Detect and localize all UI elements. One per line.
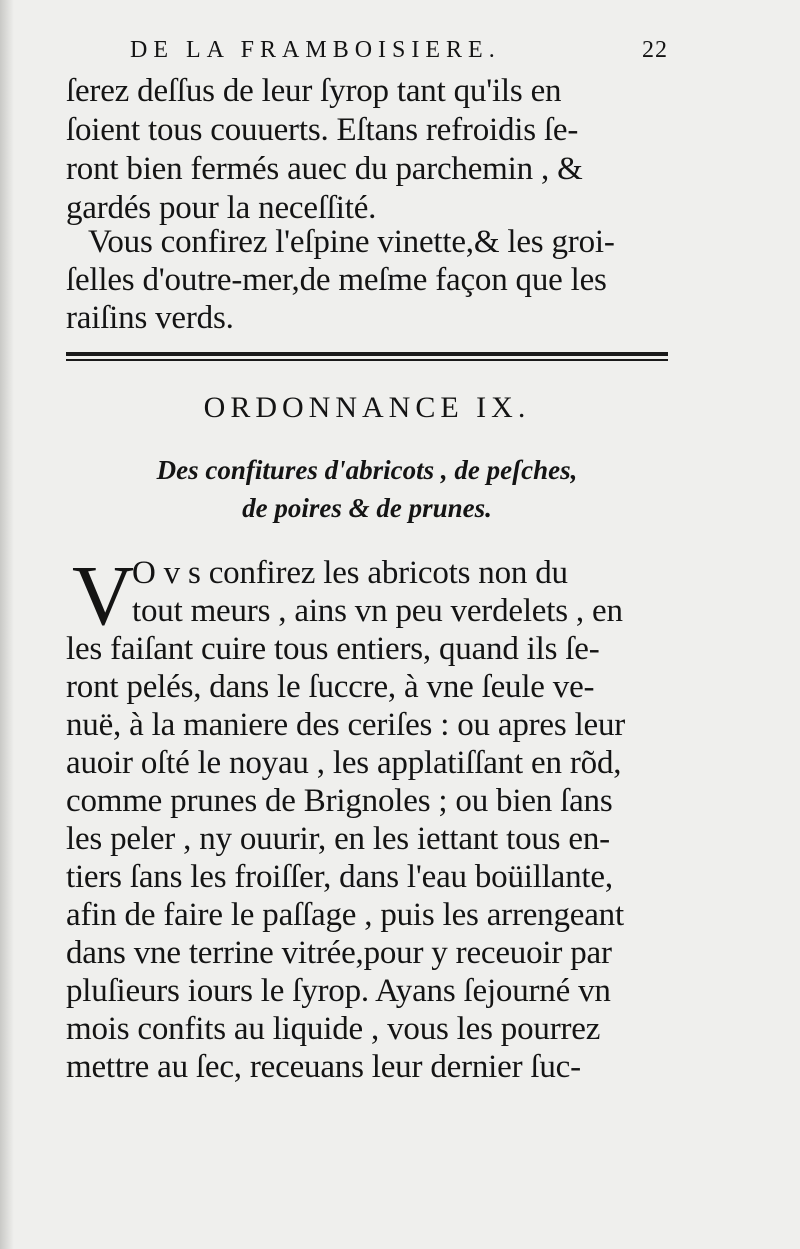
- text-line: les peler , ny ouurir, en les iettant tous en-: [66, 821, 610, 857]
- page-edge-shadow: [0, 0, 14, 1249]
- text-line: Vous confirez l'eſpine vinette,& les groi-: [88, 224, 615, 260]
- section-subtitle-line: de poires & de prunes.: [242, 493, 492, 523]
- text-line: raiſins verds.: [66, 300, 234, 336]
- running-head: [130, 32, 668, 68]
- section-title: ORDONNANCE IX.: [203, 391, 531, 424]
- text-line: tout meurs , ains vn peu verdelets , en: [132, 593, 623, 629]
- text-line: ſoient tous couuerts. Eſtans refroidis ſe-: [66, 112, 579, 148]
- section-rule-thin: [66, 359, 668, 361]
- page-number: 22: [642, 37, 668, 63]
- text-line: gardés pour la neceſſité.: [66, 190, 377, 226]
- section-subtitle-line: Des confitures d'abricots , de peſches,: [156, 455, 578, 485]
- text-line: ront bien fermés auec du parchemin , &: [66, 151, 583, 187]
- text-line: comme prunes de Brignoles ; ou bien ſans: [66, 783, 613, 819]
- text-line: auoir oſté le noyau , les applatiſſant en rõd,: [66, 745, 622, 781]
- text-line: afin de faire le paſſage , puis les arrengeant: [66, 897, 624, 933]
- text-line: ſelles d'outre-mer,de meſme façon que les: [66, 262, 607, 298]
- text-line: nuë, à la maniere des ceriſes : ou apres leur: [66, 707, 626, 743]
- text-line: mois confits au liquide , vous les pourrez: [66, 1011, 601, 1047]
- text-line: tiers ſans les froiſſer, dans l'eau boüillante,: [66, 859, 613, 895]
- text-line: O v s confirez les abricots non du: [132, 555, 568, 591]
- drop-cap: V: [72, 547, 135, 643]
- text-line: dans vne terrine vitrée,pour y receuoir par: [66, 935, 612, 971]
- text-line: ront pelés, dans le ſuccre, à vne ſeule ve-: [66, 669, 595, 705]
- text-line: les faiſant cuire tous entiers, quand ils ſe-: [66, 631, 600, 667]
- text-line: pluſieurs iours le ſyrop. Ayans ſejourné vn: [66, 973, 611, 1009]
- running-head-title: DE LA FRAMBOISIERE.: [130, 37, 501, 63]
- text-line: ſerez deſſus de leur ſyrop tant qu'ils en: [66, 73, 562, 109]
- text-line: mettre au ſec, receuans leur dernier ſuc-: [66, 1049, 581, 1085]
- section-rule: [66, 352, 668, 356]
